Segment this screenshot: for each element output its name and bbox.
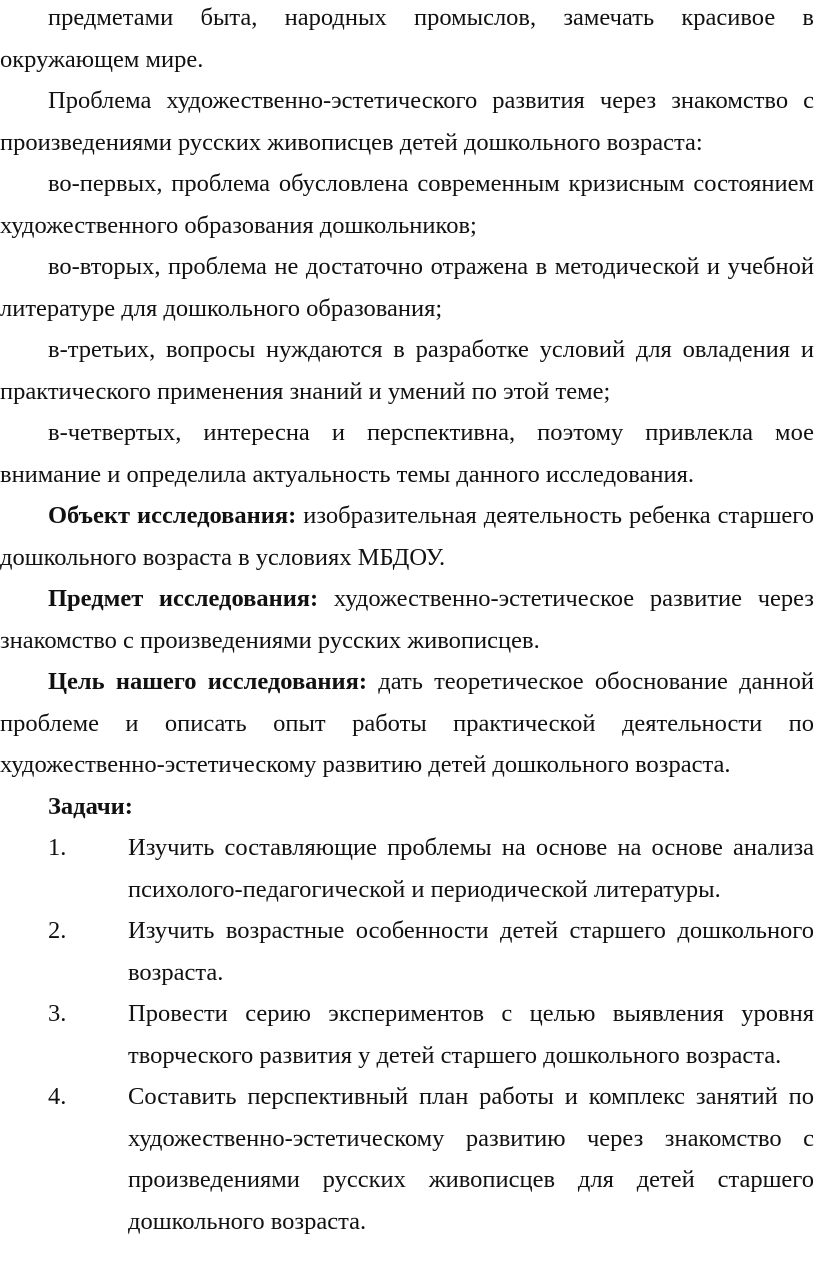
tasks-heading: Задачи:: [48, 792, 133, 820]
task-item: [0, 827, 814, 910]
paragraph-text: в-четвертых, интересна и перспективна, поэтому привлекла мое внимание и определила актуальность темы данного исследования.: [0, 419, 814, 488]
paragraph-text: во-первых, проблема обусловлена современным кризисным состоянием художественного образования дошкольников;: [0, 170, 814, 239]
research-subject-label: Предмет исследования:: [48, 585, 319, 612]
task-item: [0, 993, 814, 1076]
paragraph-problem-intro: [0, 80, 814, 163]
paragraph-research-object: [0, 495, 814, 578]
task-text: Изучить возрастные особенности детей старшего дошкольного возраста.: [128, 917, 814, 986]
paragraph-research-goal: [0, 661, 814, 786]
task-text: Изучить составляющие проблемы на основе на основе анализа психолого-педагогической и периодической литературы.: [128, 834, 814, 903]
research-subject-text: художественно-эстетическое развитие через знакомство с произведениями русских живописцев.: [0, 585, 814, 654]
task-number: 4.: [48, 1083, 67, 1110]
task-text: Провести серию экспериментов с целью выявления уровня творческого развития у детей старшего дошкольного возраста.: [128, 1000, 814, 1069]
paragraph-text: в-третьих, вопросы нуждаются в разработке условий для овладения и практического применения знаний и умений по этой теме;: [0, 336, 814, 405]
task-text: Составить перспективный план работы и комплекс занятий по художественно-эстетическому развитию через знакомство с произведениями русских живописцев для детей старшего дошкольного возраста.: [128, 1083, 814, 1235]
paragraph-secondly: [0, 246, 814, 329]
paragraph-research-subject: [0, 578, 814, 661]
paragraph-text: предметами быта, народных промыслов, замечать красивое в окружающем мире.: [0, 4, 814, 73]
task-item: [0, 910, 814, 993]
task-number: 2.: [48, 917, 67, 944]
paragraph-thirdly: [0, 329, 814, 412]
research-object-label: Объект исследования:: [48, 502, 297, 529]
research-object-text: изобразительная деятельность ребенка старшего дошкольного возраста в условиях МБДОУ.: [0, 502, 814, 571]
task-number: 1.: [48, 834, 67, 861]
paragraph-continuation: [0, 0, 814, 80]
task-item: [0, 1076, 814, 1242]
paragraph-text: во-вторых, проблема не достаточно отражена в методической и учебной литературе для дошкольного образования;: [0, 253, 814, 322]
paragraph-firstly: [0, 163, 814, 246]
paragraph-text: Проблема художественно-эстетического развития через знакомство с произведениями русских живописцев детей дошкольного возраста:: [0, 87, 814, 156]
paragraph-fourthly: [0, 412, 814, 495]
research-goal-text: дать теоретическое обоснование данной проблеме и описать опыт работы практической деятельности по художественно-эстетическому развитию детей дошкольного возраста.: [0, 668, 814, 778]
task-number: 3.: [48, 1000, 67, 1027]
research-goal-label: Цель нашего исследования:: [48, 668, 368, 695]
